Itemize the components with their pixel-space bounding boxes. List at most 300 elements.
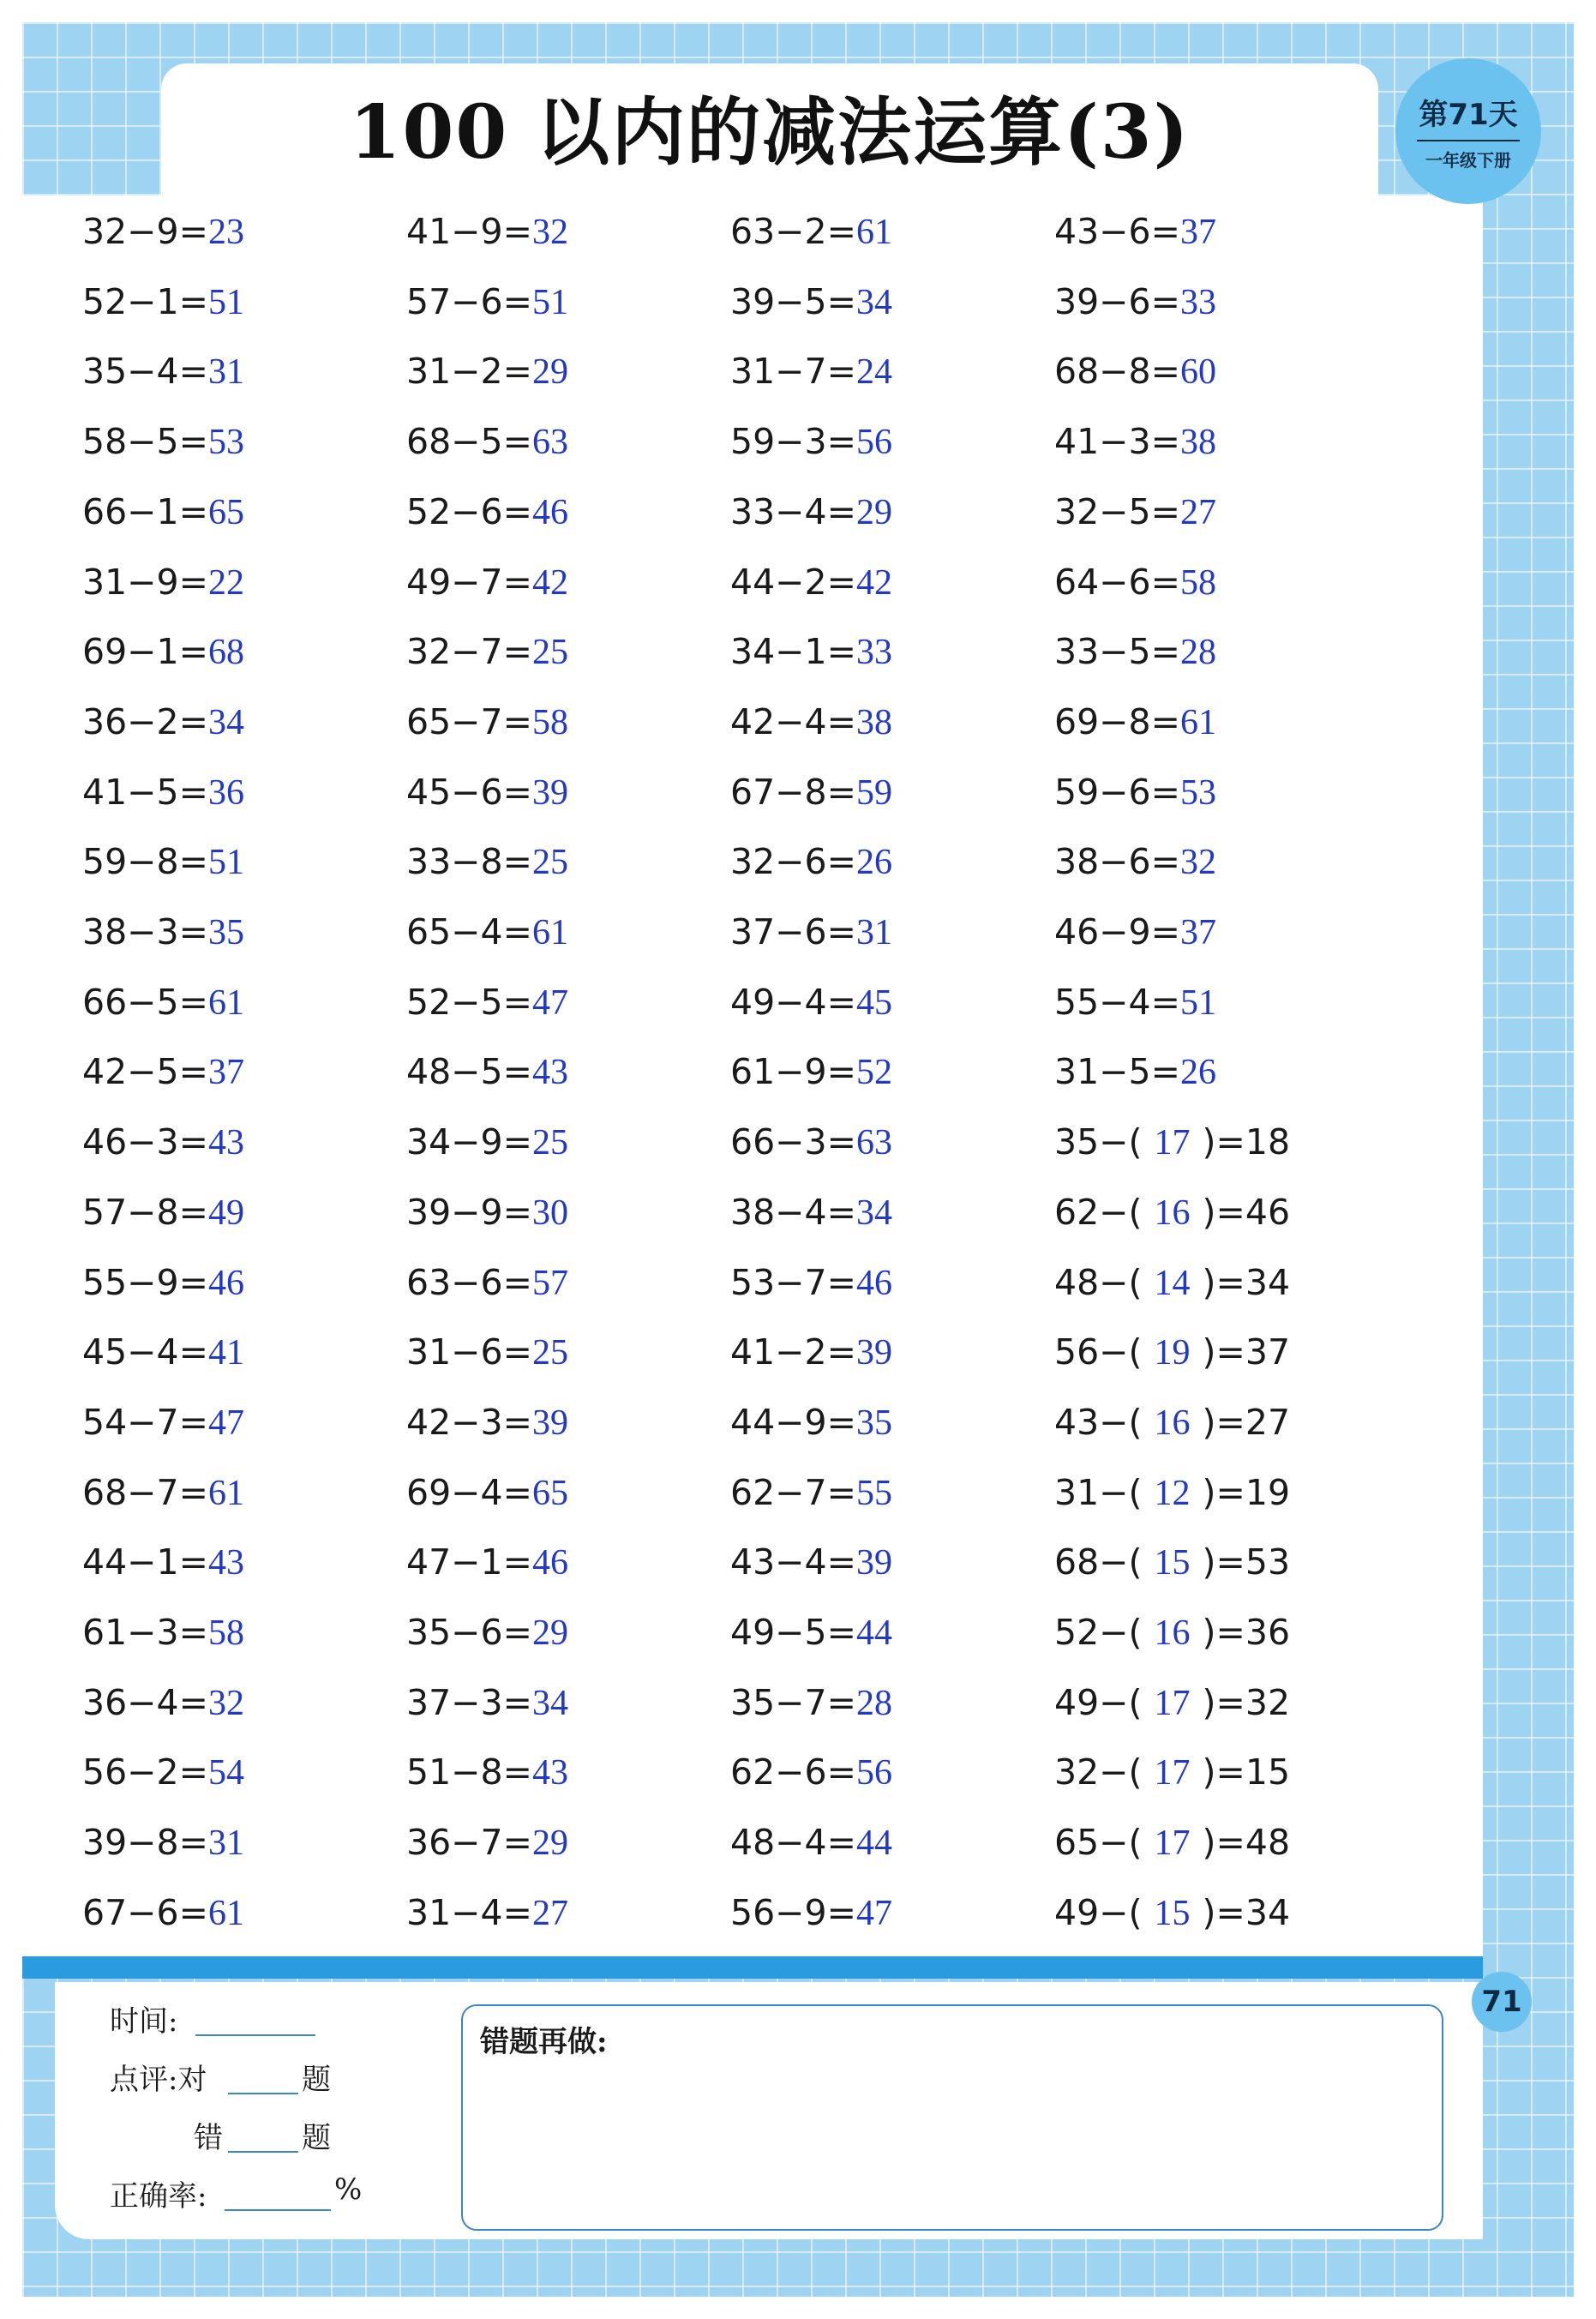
answer-value: 51 — [207, 283, 244, 322]
problem-expression: 48−5= — [406, 1051, 532, 1092]
answer-value: 15 — [1154, 1543, 1191, 1583]
answer-value: 22 — [207, 563, 244, 603]
problem-result: )=37 — [1202, 1331, 1291, 1373]
problem-expression: 31−7= — [730, 351, 856, 392]
problem-expression: 51−8= — [406, 1751, 532, 1793]
problem-item — [730, 276, 892, 327]
answer-value: 39 — [531, 1403, 568, 1443]
answer-value: 16 — [1154, 1193, 1191, 1233]
problem-item — [406, 766, 568, 818]
problem-result: )=53 — [1202, 1541, 1291, 1583]
problem-expression: 66−1= — [82, 491, 208, 532]
answer-value: 16 — [1154, 1613, 1191, 1653]
problem-expression: 43−6= — [1054, 211, 1180, 252]
answer-value: 38 — [855, 703, 892, 742]
problem-expression: 35−6= — [406, 1612, 532, 1653]
problem-item — [730, 766, 892, 818]
answer-value: 27 — [1179, 493, 1216, 532]
answer-value: 17 — [1154, 1684, 1191, 1723]
answer-value: 43 — [531, 1053, 568, 1092]
answer-value: 25 — [531, 1333, 568, 1373]
answer-value: 37 — [1179, 913, 1216, 952]
answer-value: 43 — [207, 1123, 244, 1163]
answer-value: 52 — [855, 1053, 892, 1092]
answer-value: 61 — [207, 1894, 244, 1933]
answer-value: 29 — [531, 1613, 568, 1653]
percent-sign: % — [334, 2172, 363, 2207]
problem-result: )=18 — [1202, 1121, 1291, 1163]
problem-expression: 55−9= — [82, 1262, 208, 1303]
problem-item — [1054, 486, 1216, 538]
answer-value: 59 — [855, 773, 892, 813]
answer-value: 53 — [207, 423, 244, 462]
problem-item — [82, 1746, 244, 1798]
problem-expression: 34−9= — [406, 1121, 532, 1163]
problem-expression: 52−5= — [406, 982, 532, 1023]
problem-expression: 38−6= — [1054, 841, 1180, 882]
problem-expression: 49−5= — [730, 1612, 856, 1653]
problem-expression: 56−2= — [82, 1751, 208, 1793]
problem-expression: 38−4= — [730, 1192, 856, 1233]
problem-item — [82, 906, 244, 958]
wrong-suffix: 题 — [302, 2121, 331, 2155]
answer-value: 43 — [531, 1753, 568, 1793]
problem-item — [82, 626, 244, 677]
answer-value: 43 — [207, 1543, 244, 1583]
problem-item — [730, 626, 892, 677]
answer-value: 15 — [1154, 1894, 1191, 1933]
time-blank[interactable] — [195, 2034, 315, 2036]
answer-value: 17 — [1154, 1753, 1191, 1793]
answer-value: 58 — [1179, 563, 1216, 603]
answer-value: 34 — [855, 1193, 892, 1233]
problem-item — [730, 1326, 892, 1378]
problem-item — [1054, 906, 1216, 958]
problem-expression: 39−9= — [406, 1192, 532, 1233]
answer-value: 37 — [1179, 213, 1216, 252]
problem-item — [82, 276, 244, 327]
answer-value: 63 — [531, 423, 568, 462]
answer-value: 42 — [531, 563, 568, 603]
problem-expression: 43−( — [1054, 1402, 1143, 1443]
answer-value: 14 — [1154, 1264, 1191, 1303]
problem-expression: 45−6= — [406, 772, 532, 813]
problem-item — [82, 1397, 244, 1448]
problem-expression: 49−( — [1054, 1682, 1143, 1723]
answer-value: 46 — [855, 1264, 892, 1303]
answer-value: 61 — [207, 983, 244, 1023]
problem-item — [1054, 1536, 1290, 1588]
problem-item — [82, 1257, 244, 1308]
problem-expression: 39−6= — [1054, 281, 1180, 322]
answer-value: 33 — [855, 633, 892, 672]
problem-item — [730, 696, 892, 748]
day-label: 第71天 — [1419, 98, 1518, 132]
problem-item — [406, 345, 568, 397]
problem-item — [82, 1326, 244, 1378]
answer-value: 28 — [855, 1684, 892, 1723]
problem-expression: 54−7= — [82, 1402, 208, 1443]
problem-expression: 62−( — [1054, 1192, 1143, 1233]
problem-expression: 53−7= — [730, 1262, 856, 1303]
answer-value: 53 — [1179, 773, 1216, 813]
problem-expression: 64−6= — [1054, 562, 1180, 603]
answer-value: 31 — [207, 1823, 244, 1863]
answer-value: 39 — [855, 1543, 892, 1583]
problem-result: )=34 — [1202, 1892, 1291, 1933]
correct-count-blank[interactable] — [228, 2093, 298, 2094]
problem-expression: 69−4= — [406, 1472, 532, 1513]
answer-value: 34 — [531, 1684, 568, 1723]
answer-value: 39 — [855, 1333, 892, 1373]
answer-value: 46 — [531, 493, 568, 532]
problem-expression: 68−7= — [82, 1472, 208, 1513]
problem-result: )=32 — [1202, 1682, 1291, 1723]
problem-item — [730, 1887, 892, 1938]
answer-value: 51 — [207, 843, 244, 882]
problem-item — [1054, 345, 1216, 397]
answer-value: 12 — [1154, 1474, 1191, 1513]
problem-expression: 63−6= — [406, 1262, 532, 1303]
problem-item — [406, 276, 568, 327]
problem-item — [730, 486, 892, 538]
problem-item — [1054, 1326, 1290, 1378]
problem-item — [1054, 1116, 1290, 1168]
problem-item — [730, 1817, 892, 1868]
problem-item — [82, 1677, 244, 1728]
problem-expression: 56−9= — [730, 1892, 856, 1933]
answer-value: 44 — [855, 1823, 892, 1863]
problem-expression: 62−6= — [730, 1751, 856, 1793]
problem-expression: 52−6= — [406, 491, 532, 532]
problem-item — [730, 1467, 892, 1518]
problem-expression: 31−5= — [1054, 1051, 1180, 1092]
problem-item — [82, 345, 244, 397]
problem-expression: 49−7= — [406, 562, 532, 603]
problem-expression: 32−9= — [82, 211, 208, 252]
problem-expression: 35−4= — [82, 351, 208, 392]
problem-item — [1054, 1746, 1290, 1798]
problem-expression: 47−1= — [406, 1541, 532, 1583]
problem-expression: 41−2= — [730, 1331, 856, 1373]
problem-item — [730, 416, 892, 467]
problem-expression: 62−7= — [730, 1472, 856, 1513]
problem-item — [406, 1116, 568, 1168]
problem-expression: 69−8= — [1054, 701, 1180, 742]
answer-value: 35 — [855, 1403, 892, 1443]
problem-item — [730, 1046, 892, 1097]
problem-item — [730, 345, 892, 397]
answer-value: 34 — [855, 283, 892, 322]
answer-value: 55 — [855, 1474, 892, 1513]
problem-expression: 68−( — [1054, 1541, 1143, 1583]
problem-item — [730, 1677, 892, 1728]
problem-expression: 49−4= — [730, 982, 856, 1023]
problem-expression: 36−2= — [82, 701, 208, 742]
problem-expression: 42−3= — [406, 1402, 532, 1443]
problem-item — [82, 1467, 244, 1518]
problem-expression: 59−6= — [1054, 772, 1180, 813]
problem-item — [730, 1746, 892, 1798]
problem-expression: 69−1= — [82, 631, 208, 672]
problem-item — [82, 416, 244, 467]
answer-value: 58 — [207, 1613, 244, 1653]
problem-item — [406, 976, 568, 1028]
wrong-count-blank[interactable] — [228, 2151, 298, 2153]
answer-value: 65 — [207, 493, 244, 532]
answer-value: 57 — [531, 1264, 568, 1303]
answer-value: 63 — [855, 1123, 892, 1163]
problem-expression: 41−5= — [82, 772, 208, 813]
problem-item — [406, 1046, 568, 1097]
problem-item — [1054, 1607, 1290, 1658]
answer-value: 26 — [855, 843, 892, 882]
answer-value: 54 — [207, 1753, 244, 1793]
problem-expression: 32−7= — [406, 631, 532, 672]
problem-expression: 46−3= — [82, 1121, 208, 1163]
problem-result: )=19 — [1202, 1472, 1291, 1513]
accuracy-label: 正确率: — [110, 2179, 207, 2214]
problem-expression: 36−7= — [406, 1822, 532, 1863]
answer-value: 44 — [855, 1613, 892, 1653]
problem-expression: 37−3= — [406, 1682, 532, 1723]
problem-expression: 44−2= — [730, 562, 856, 603]
problem-expression: 44−1= — [82, 1541, 208, 1583]
problem-expression: 31−2= — [406, 351, 532, 392]
answer-value: 47 — [531, 983, 568, 1023]
problem-item — [730, 836, 892, 887]
problem-item — [406, 1887, 568, 1938]
problem-expression: 65−7= — [406, 701, 532, 742]
problem-expression: 52−1= — [82, 281, 208, 322]
answer-value: 51 — [531, 283, 568, 322]
answer-value: 16 — [1154, 1403, 1191, 1443]
answer-value: 32 — [207, 1684, 244, 1723]
problem-item — [1054, 276, 1216, 327]
problem-expression: 67−6= — [82, 1892, 208, 1933]
problem-result: )=27 — [1202, 1402, 1291, 1443]
problem-item — [730, 906, 892, 958]
answer-value: 46 — [207, 1264, 244, 1303]
answer-value: 51 — [1179, 983, 1216, 1023]
problem-expression: 33−4= — [730, 491, 856, 532]
answer-value: 41 — [207, 1333, 244, 1373]
problem-expression: 35−7= — [730, 1682, 856, 1723]
problem-expression: 31−( — [1054, 1472, 1143, 1513]
answer-value: 65 — [531, 1474, 568, 1513]
time-label: 时间: — [110, 2004, 178, 2039]
problem-expression: 68−5= — [406, 421, 532, 462]
answer-value: 61 — [531, 913, 568, 952]
problem-item — [1054, 1257, 1290, 1308]
answer-value: 30 — [531, 1193, 568, 1233]
answer-value: 61 — [1179, 703, 1216, 742]
problem-item — [1054, 206, 1216, 257]
redo-box[interactable] — [461, 2004, 1443, 2231]
problem-expression: 41−3= — [1054, 421, 1180, 462]
answer-value: 25 — [531, 633, 568, 672]
problem-expression: 33−5= — [1054, 631, 1180, 672]
answer-value: 23 — [207, 213, 244, 252]
problem-expression: 42−4= — [730, 701, 856, 742]
problem-item — [82, 766, 244, 818]
answer-value: 61 — [855, 213, 892, 252]
problem-expression: 43−4= — [730, 1541, 856, 1583]
problem-item — [1054, 556, 1216, 608]
problem-item — [406, 1607, 568, 1658]
problem-expression: 58−5= — [82, 421, 208, 462]
problem-item — [1054, 1677, 1290, 1728]
problem-item — [730, 556, 892, 608]
problem-item — [1054, 1887, 1290, 1938]
grade-label: 一年级下册 — [1425, 150, 1511, 171]
answer-value: 32 — [531, 213, 568, 252]
problem-item — [406, 1746, 568, 1798]
answer-value: 42 — [855, 563, 892, 603]
problem-item — [82, 836, 244, 887]
problem-item — [406, 206, 568, 257]
problem-item — [82, 1817, 244, 1868]
answer-value: 47 — [207, 1403, 244, 1443]
problem-expression: 48−( — [1054, 1262, 1143, 1303]
page-number: 71 — [1472, 1972, 1532, 2032]
problem-item — [1054, 626, 1216, 677]
problem-expression: 42−5= — [82, 1051, 208, 1092]
problem-item — [406, 1397, 568, 1448]
problem-expression: 65−( — [1054, 1822, 1143, 1863]
problem-item — [730, 1536, 892, 1588]
answer-value: 56 — [855, 423, 892, 462]
problem-expression: 59−8= — [82, 841, 208, 882]
problem-item — [730, 976, 892, 1028]
problem-expression: 48−4= — [730, 1822, 856, 1863]
answer-value: 26 — [1179, 1053, 1216, 1092]
problem-expression: 39−8= — [82, 1822, 208, 1863]
problem-expression: 66−5= — [82, 982, 208, 1023]
problem-item — [82, 206, 244, 257]
problem-item — [406, 906, 568, 958]
problem-item — [1054, 416, 1216, 467]
problem-item — [1054, 976, 1216, 1028]
problem-expression: 61−9= — [730, 1051, 856, 1092]
wrong-label: 错 — [194, 2121, 223, 2155]
problem-item — [82, 1046, 244, 1097]
problem-item — [406, 1326, 568, 1378]
problem-item — [406, 486, 568, 538]
answer-value: 19 — [1154, 1333, 1191, 1373]
problem-expression: 57−8= — [82, 1192, 208, 1233]
problem-item — [406, 626, 568, 677]
problem-expression: 49−( — [1054, 1892, 1143, 1933]
problem-expression: 39−5= — [730, 281, 856, 322]
problem-item — [406, 416, 568, 467]
answer-value: 68 — [207, 633, 244, 672]
problem-expression: 52−( — [1054, 1612, 1143, 1653]
problem-item — [730, 1397, 892, 1448]
answer-value: 60 — [1179, 352, 1216, 392]
problem-item — [1054, 696, 1216, 748]
answer-value: 37 — [207, 1053, 244, 1092]
answer-value: 33 — [1179, 283, 1216, 322]
problem-expression: 61−3= — [82, 1612, 208, 1653]
problem-item — [1054, 1817, 1290, 1868]
problem-item — [730, 1187, 892, 1238]
problem-item — [406, 696, 568, 748]
problem-item — [82, 1536, 244, 1588]
problem-item — [1054, 836, 1216, 887]
answer-value: 24 — [855, 352, 892, 392]
answer-value: 27 — [531, 1894, 568, 1933]
answer-value: 46 — [531, 1543, 568, 1583]
answer-value: 31 — [855, 913, 892, 952]
problem-item — [1054, 1467, 1290, 1518]
problem-expression: 65−4= — [406, 911, 532, 952]
problem-expression: 37−6= — [730, 911, 856, 952]
problem-expression: 44−9= — [730, 1402, 856, 1443]
redo-title: 错题再做: — [480, 2025, 608, 2059]
problem-result: )=46 — [1202, 1192, 1291, 1233]
problem-item — [406, 1257, 568, 1308]
problem-item — [406, 556, 568, 608]
problem-expression: 67−8= — [730, 772, 856, 813]
problem-expression: 38−3= — [82, 911, 208, 952]
problem-item — [1054, 1397, 1290, 1448]
problem-expression: 41−9= — [406, 211, 532, 252]
answer-value: 29 — [855, 493, 892, 532]
answer-value: 17 — [1154, 1823, 1191, 1863]
problem-item — [406, 1536, 568, 1588]
answer-value: 31 — [207, 352, 244, 392]
problem-item — [82, 1116, 244, 1168]
accuracy-blank[interactable] — [225, 2209, 331, 2211]
answer-value: 61 — [207, 1474, 244, 1513]
problem-expression: 46−9= — [1054, 911, 1180, 952]
answer-value: 25 — [531, 1123, 568, 1163]
answer-value: 28 — [1179, 633, 1216, 672]
page-title: 100 以内的减法运算(3) — [349, 89, 1191, 176]
problem-expression: 31−6= — [406, 1331, 532, 1373]
problem-item — [730, 1607, 892, 1658]
answer-value: 39 — [531, 773, 568, 813]
correct-suffix: 题 — [302, 2063, 331, 2097]
problem-expression: 56−( — [1054, 1331, 1143, 1373]
problem-expression: 31−4= — [406, 1892, 532, 1933]
problem-item — [730, 1116, 892, 1168]
problem-result: )=48 — [1202, 1822, 1291, 1863]
problem-item — [1054, 1046, 1216, 1097]
answer-value: 29 — [531, 1823, 568, 1863]
answer-value: 34 — [207, 703, 244, 742]
problem-item — [82, 1887, 244, 1938]
problem-item — [406, 1817, 568, 1868]
problem-result: )=36 — [1202, 1612, 1291, 1653]
problem-item — [82, 556, 244, 608]
answer-value: 36 — [207, 773, 244, 813]
problem-item — [82, 1187, 244, 1238]
answer-value: 49 — [207, 1193, 244, 1233]
problem-item — [1054, 766, 1216, 818]
problem-expression: 32−( — [1054, 1751, 1143, 1793]
answer-value: 35 — [207, 913, 244, 952]
problem-expression: 33−8= — [406, 841, 532, 882]
problem-expression: 66−3= — [730, 1121, 856, 1163]
problem-expression: 63−2= — [730, 211, 856, 252]
answer-value: 29 — [531, 352, 568, 392]
problem-item — [1054, 1187, 1290, 1238]
problem-item — [406, 1187, 568, 1238]
answer-value: 17 — [1154, 1123, 1191, 1163]
problem-expression: 34−1= — [730, 631, 856, 672]
